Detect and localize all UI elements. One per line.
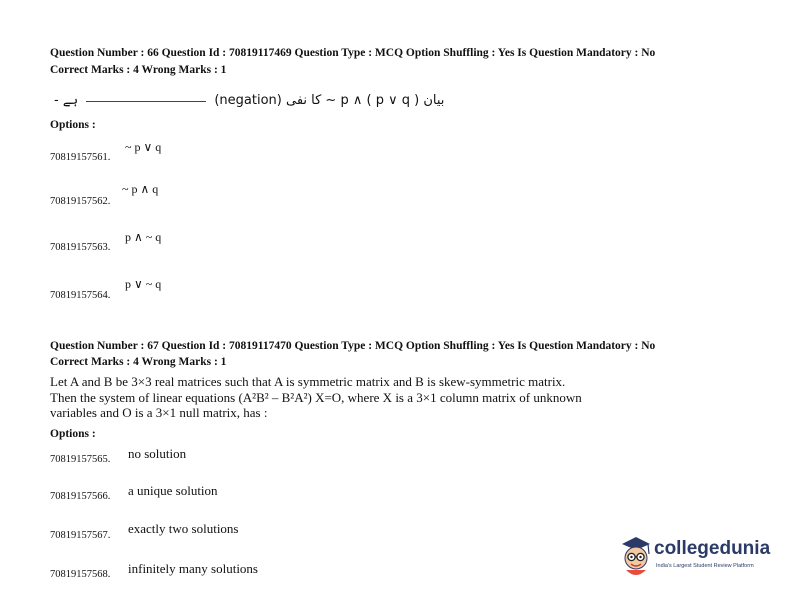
q66-options-label: Options :: [50, 119, 96, 131]
option-id: 70819157566.: [50, 491, 111, 502]
option-id: 70819157561.: [50, 152, 111, 163]
q66-stem-left: - ہے: [54, 93, 79, 108]
option-text[interactable]: no solution: [128, 446, 187, 461]
option-id: 70819157565.: [50, 454, 111, 465]
mascot-icon: [618, 534, 654, 578]
option-id: 70819157567.: [50, 530, 111, 541]
option-text[interactable]: p ∨ ~ q: [125, 277, 162, 291]
option-text[interactable]: p ∧ ~ q: [125, 230, 162, 244]
q67-options-label: Options :: [50, 428, 96, 440]
q67-stem: Let A and B be 3×3 real matrices such that A is symmetric matrix and B is skew-symmetric matrix. Then the system of linear equations (A²B² – B²A²) X=O, where X is a 3×1 column matrix of unknown variables and O is a 3×1 null matrix, has :: [50, 374, 582, 420]
q66-stem: [54, 93, 444, 108]
option-text[interactable]: exactly two solutions: [128, 521, 239, 536]
q66-stem-middle: (negation) کا نفی ~ p ∧ ( p ∨ q ) بیان: [214, 93, 445, 108]
option-text[interactable]: a unique solution: [128, 483, 218, 498]
option-id: 70819157562.: [50, 196, 111, 207]
logo-name: collegedunia: [654, 538, 771, 559]
q66-header-line2: Correct Marks : 4 Wrong Marks : 1: [50, 64, 227, 76]
answer-blank: [86, 100, 206, 102]
option-text[interactable]: ~ p ∨ q: [125, 140, 162, 154]
option-text[interactable]: ~ p ∧ q: [122, 182, 159, 196]
option-id: 70819157563.: [50, 242, 111, 253]
option-text[interactable]: infinitely many solutions: [128, 561, 258, 576]
option-id: 70819157564.: [50, 290, 111, 301]
q67-header-line2: Correct Marks : 4 Wrong Marks : 1: [50, 356, 227, 368]
q66-header-line1: Question Number : 66 Question Id : 70819117469 Question Type : MCQ Option Shuffling : Yes Is Question Mandatory : No: [50, 47, 656, 59]
collegedunia-logo: [618, 532, 773, 580]
q67-header-line1: Question Number : 67 Question Id : 70819117470 Question Type : MCQ Option Shuffling : Yes Is Question Mandatory : No: [50, 340, 656, 352]
option-id: 70819157568.: [50, 569, 111, 580]
logo-tagline: India's Largest Student Review Platform: [656, 563, 754, 569]
